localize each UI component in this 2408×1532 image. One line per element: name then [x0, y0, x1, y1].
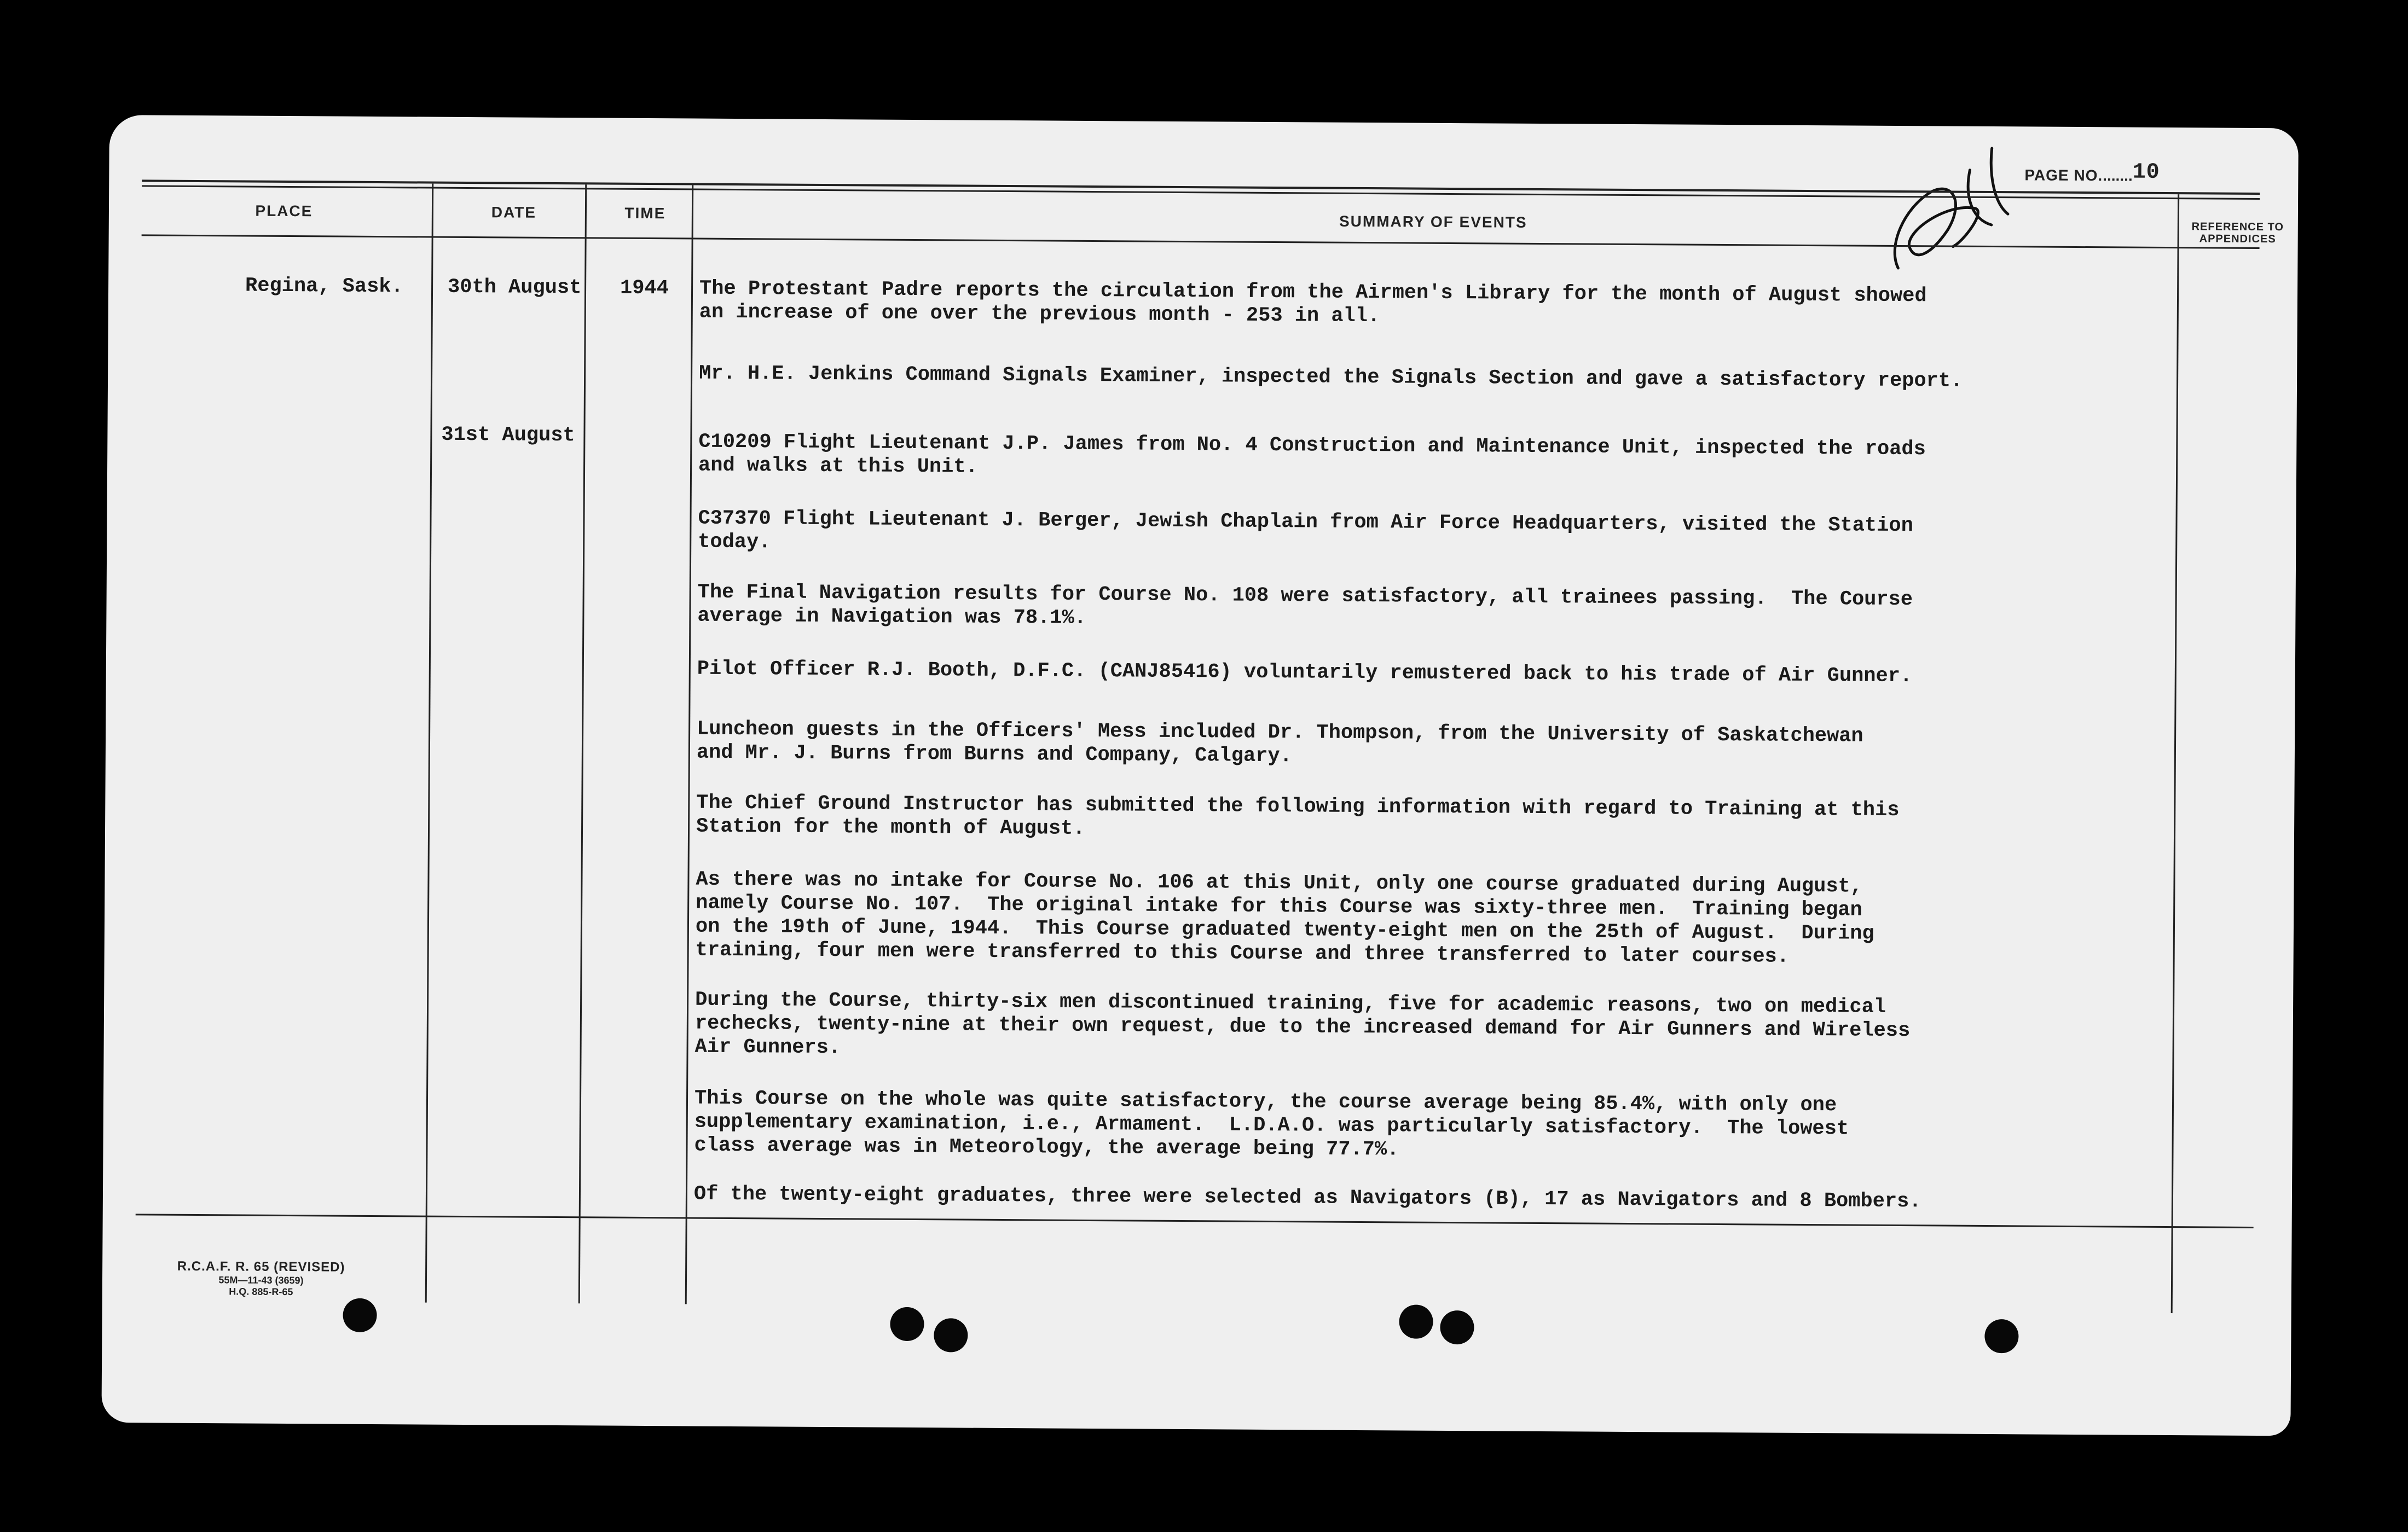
entry-remuster: Pilot Officer R.J. Booth, D.F.C. (CANJ85416) voluntarily remustered back to his trade of Air Gunner.	[697, 657, 1913, 688]
punch-hole	[934, 1318, 968, 1352]
initials-signature	[1882, 137, 2102, 280]
column-rule-place	[425, 184, 433, 1303]
date-value-31st: 31st August	[441, 423, 575, 448]
entry-training-info: The Chief Ground Instructor has submitted the following information with regard to Training at this Station for the month of August.	[696, 791, 1900, 840]
entry-roads-inspection: C10209 Flight Lieutenant J.P. James from No. 4 Construction and Maintenance Unit, inspected the roads and walks at this Unit.	[698, 430, 1926, 479]
place-header: PLACE	[255, 202, 313, 220]
punch-hole	[343, 1298, 377, 1332]
entry-chaplain-visit: C37370 Flight Lieutenant J. Berger, Jewish Chaplain from Air Force Headquarters, visited the Station today.	[698, 507, 1913, 554]
punch-hole	[1984, 1319, 2018, 1353]
column-rule-time	[685, 185, 693, 1304]
punch-hole	[1399, 1304, 1433, 1338]
diary-page	[101, 115, 2299, 1436]
footer-rule	[136, 1214, 2254, 1228]
summary-header: SUMMARY OF EVENTS	[1339, 212, 1527, 231]
entry-library-report: The Protestant Padre reports the circulation from the Airmen's Library for the month of August showed an increase of one over the previous month - 253 in all.	[699, 277, 1927, 328]
column-rule-date	[578, 184, 587, 1303]
page-number-label: PAGE NO.	[2024, 166, 2103, 184]
entry-signals-inspection: Mr. H.E. Jenkins Command Signals Examiner, inspected the Signals Section and gave a satisfactory report.	[699, 362, 1963, 393]
page-number-dots: .......	[2103, 167, 2133, 184]
time-header: TIME	[624, 204, 666, 222]
date-value-30th: 30th August	[447, 275, 582, 300]
entry-discontinued: During the Course, thirty-six men discontinued training, five for academic reasons, two on medical rechecks, twenty-nine at their own request, due to the increased demand for Air Gunners and Wireless Air Gunners.	[694, 988, 1911, 1060]
date-header: DATE	[491, 204, 537, 221]
form-id-line2: 55M—11-43 (3659)	[218, 1274, 304, 1286]
entry-graduates: Of the twenty-eight graduates, three were selected as Navigators (B), 17 as Navigators and 8 Bombers.	[693, 1182, 1921, 1214]
place-value: Regina, Sask.	[245, 274, 403, 299]
entry-navigation-results: The Final Navigation results for Course No. 108 were satisfactory, all trainees passing. The Course average in Navigation was 78.1%.	[697, 581, 1913, 630]
form-id-line3: H.Q. 885-R-65	[229, 1286, 293, 1298]
form-id-line1: R.C.A.F. R. 65 (REVISED)	[177, 1258, 345, 1275]
punch-hole	[1440, 1310, 1474, 1344]
entry-course-intake: As there was no intake for Course No. 106 at this Unit, only one course graduated during August, namely Course No. 107. The original intake for this Course was sixty-three men. Training began on the 19th of June, 1944. This Course graduated twenty-eight men on the 25th of August. During training, four men were transferred to this Course and three transferred to later courses.	[695, 868, 1874, 968]
reference-header	[2183, 220, 2293, 245]
form-identifier	[146, 1258, 376, 1298]
reference-header-line1: REFERENCE TO	[2191, 220, 2284, 234]
entry-luncheon-guests: Luncheon guests in the Officers' Mess included Dr. Thompson, from the University of Saskatchewan and Mr. J. Burns from Burns and Company, Calgary.	[696, 717, 1863, 768]
time-value: 1944	[620, 276, 669, 300]
punch-hole	[890, 1307, 924, 1341]
page-number-value: 10	[2132, 160, 2160, 185]
entry-course-average: This Course on the whole was quite satisfactory, the course average being 85.4%, with only one supplementary examination, i.e., Armament. L.D.A.O. was particularly satisfactory. The lowest class average was in Meteorology, the average being 77.7%.	[694, 1087, 1849, 1162]
reference-header-line2: APPENDICES	[2199, 233, 2276, 246]
